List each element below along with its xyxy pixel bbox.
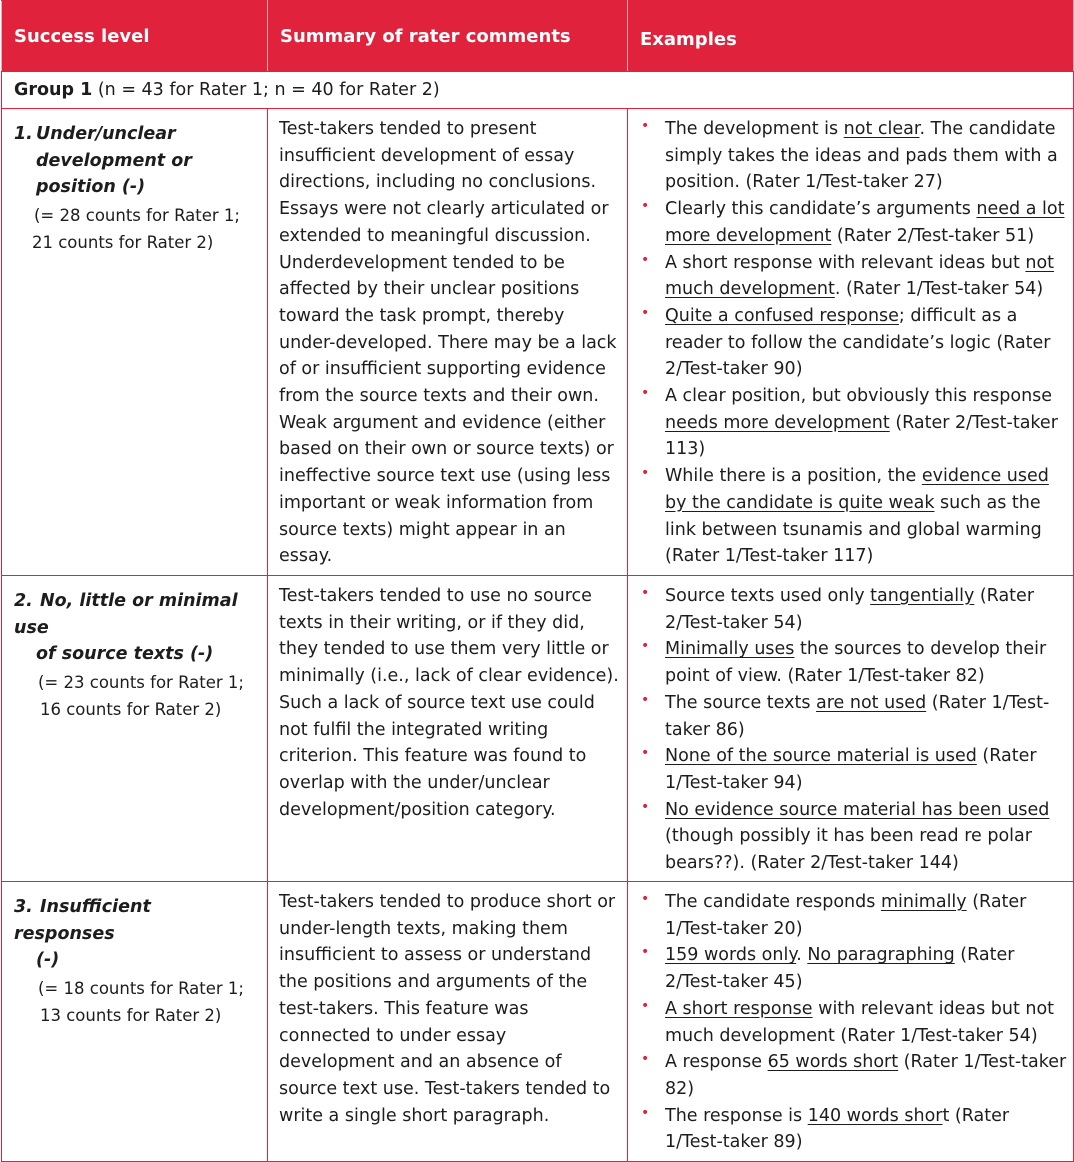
underlined-phrase: None of the source material is used — [665, 746, 977, 767]
example-text: ; difficult as a reader to follow the candidate’s logic (Rater 2/Test-taker 90) — [665, 305, 1051, 380]
level-counts: (= 23 counts for Rater 1; 16 counts for Rater 2) — [38, 673, 244, 719]
table-row — [2, 882, 1074, 1162]
example-text: . The candidate simply takes the ideas and pads them with a position. (Rater 1/Test-taker 27) — [665, 119, 1058, 193]
underlined-phrase: No evidence source material has been used — [665, 799, 1050, 820]
example-item — [640, 116, 1067, 196]
example-item — [640, 942, 1067, 995]
bullet-icon: • — [641, 118, 650, 134]
level-title: 2. No, little or minimal use of source texts (-) — [14, 591, 238, 665]
bullet-icon: • — [641, 198, 650, 215]
example-text: The response is — [665, 1105, 808, 1126]
underlined-phrase: 140 words shor — [807, 1105, 943, 1126]
bullet-icon: • — [641, 304, 650, 321]
example-text: (Rater 1/Test-taker 86) — [665, 692, 1050, 740]
header-examples: Examples — [628, 1, 1074, 72]
examples-cell — [628, 109, 1074, 576]
example-item — [640, 996, 1067, 1049]
example-text: The development is — [665, 119, 844, 139]
level-counts: (= 18 counts for Rater 1; 13 counts for Rater 2) — [38, 979, 244, 1025]
bullet-icon: • — [641, 691, 650, 708]
underlined-phrase: No paragraphing — [807, 945, 955, 966]
underlined-phrase: are not used — [816, 692, 927, 713]
header-summary: Summary of rater comments — [268, 1, 628, 72]
example-text: with relevant ideas but not much development (Rater 1/Test-taker 54) — [665, 998, 1055, 1046]
example-item — [640, 636, 1067, 689]
example-item — [640, 690, 1067, 743]
example-text: the sources to develop their point of view. (Rater 1/Test-taker 82) — [665, 639, 1047, 687]
bullet-icon: • — [641, 385, 650, 402]
header-success-level: Success level — [2, 1, 268, 72]
example-text: t (Rater 1/Test-taker 89) — [665, 1105, 1010, 1153]
underlined-phrase: A short response — [665, 998, 813, 1019]
example-text: . (Rater 1/Test-taker 54) — [834, 279, 1044, 300]
underlined-phrase: 65 words short — [767, 1052, 899, 1073]
bullet-icon: • — [641, 1051, 650, 1068]
bullet-icon: • — [641, 251, 650, 268]
bullet-icon: • — [641, 997, 650, 1014]
example-item — [640, 797, 1067, 877]
summary-cell: Test-takers tended to present insufficient development of essay directions, including no conclusions. Essays were not clearly articulated or extended to meaningful discussion. Underdevelopment tended to be affected by their unclear positions toward the task prompt, thereby under-developed. There may be a lack of or insufficient supporting evidence from the source texts and their own. Weak argument and evidence (either based on their own or source texts) or ineffective source text use (using less important or weak information from source texts) might appear in an essay. — [268, 109, 628, 576]
examples-cell — [628, 576, 1074, 882]
example-item — [640, 463, 1067, 570]
example-text: (Rater 1/Test-taker 82) — [665, 1052, 1067, 1099]
rater-comments-table — [1, 0, 1074, 1162]
example-text: (Rater 2/Test-taker 45) — [665, 945, 1015, 993]
example-text: (Rater 1/Test-taker 94) — [665, 746, 1037, 793]
example-item — [640, 743, 1067, 796]
bullet-icon: • — [641, 585, 650, 601]
example-item — [640, 583, 1067, 636]
success-level-cell — [2, 109, 268, 576]
example-text: The source texts — [665, 692, 817, 713]
bullet-icon: • — [641, 465, 650, 482]
example-item — [640, 303, 1067, 383]
bullet-icon: • — [641, 944, 650, 961]
example-text: Clearly this candidate’s arguments — [665, 199, 977, 220]
underlined-phrase: evidence used by the candidate is quite weak — [665, 466, 1049, 513]
level-title: 1. Under/unclear development or position (-) — [14, 124, 192, 198]
table-row — [2, 109, 1074, 576]
example-item — [640, 1103, 1067, 1156]
example-text: The candidate responds — [665, 892, 881, 912]
group-name: Group 1 — [14, 80, 93, 100]
group-detail: (n = 43 for Rater 1; n = 40 for Rater 2) — [92, 80, 440, 100]
examples-list — [640, 583, 1067, 877]
example-item — [640, 383, 1067, 463]
example-text: A response — [665, 1052, 768, 1073]
summary-cell: Test-takers tended to produce short or under-length texts, making them insufficient to assess or understand the positions and arguments of the test-takers. This feature was connected to under essay development and an absence of source text use. Test-takers tended to write a single short paragraph. — [268, 882, 628, 1162]
example-item — [640, 1049, 1067, 1102]
example-text: . — [796, 945, 808, 966]
group-label — [2, 72, 1074, 109]
underlined-phrase: needs more development — [665, 412, 890, 433]
summary-cell: Test-takers tended to use no source texts in their writing, or if they did, they tended to use them very little or minimally (i.e., lack of clear evidence). Such a lack of source text use could not fulfil the integrated writing criterion. This feature was found to overlap with the under/unclear development/position category. — [268, 576, 628, 882]
level-title: 3. Insufficient responses (-) — [14, 897, 151, 971]
underlined-phrase: Quite a confused response — [665, 305, 899, 326]
example-text: A short response with relevant ideas but — [665, 252, 1026, 273]
underlined-phrase: 159 words only — [665, 945, 797, 966]
underlined-phrase: Minimally uses — [665, 639, 795, 660]
underlined-phrase: not clear — [843, 119, 920, 139]
bullet-icon: • — [641, 891, 650, 907]
success-level-cell — [2, 882, 268, 1162]
example-text: Source texts used only — [665, 586, 871, 606]
success-level-cell — [2, 576, 268, 882]
underlined-phrase: tangentially — [870, 586, 975, 606]
bullet-icon: • — [641, 745, 650, 762]
example-text: A clear position, but obviously this response — [665, 386, 1053, 407]
examples-list — [640, 116, 1067, 570]
example-text: (Rater 2/Test-taker 113) — [665, 412, 1058, 460]
example-text: (Rater 1/Test-taker 20) — [665, 892, 1027, 939]
group-row — [2, 72, 1074, 109]
examples-list — [640, 889, 1067, 1156]
example-text: (Rater 2/Test-taker 54) — [665, 586, 1035, 633]
example-text: (though possibly it has been read re polar bears??). (Rater 2/Test-taker 144) — [665, 826, 1032, 874]
example-text: (Rater 2/Test-taker 51) — [831, 225, 1035, 246]
bullet-icon: • — [641, 638, 650, 655]
example-item — [640, 250, 1067, 303]
underlined-phrase: minimally — [880, 892, 967, 912]
bullet-icon: • — [641, 1104, 650, 1121]
example-item — [640, 196, 1067, 249]
example-text: such as the link between tsunamis and global warming (Rater 1/Test-taker 117) — [665, 492, 1042, 567]
underlined-phrase: not much development — [665, 252, 1055, 300]
example-text: While there is a position, the — [665, 466, 922, 487]
underlined-phrase: need a lot more development — [665, 199, 1065, 246]
header-row — [2, 1, 1074, 72]
example-item — [640, 889, 1067, 942]
level-counts: (= 28 counts for Rater 1; 21 counts for Rater 2) — [32, 206, 240, 252]
bullet-icon: • — [641, 798, 650, 815]
table-row — [2, 576, 1074, 882]
examples-cell — [628, 882, 1074, 1162]
